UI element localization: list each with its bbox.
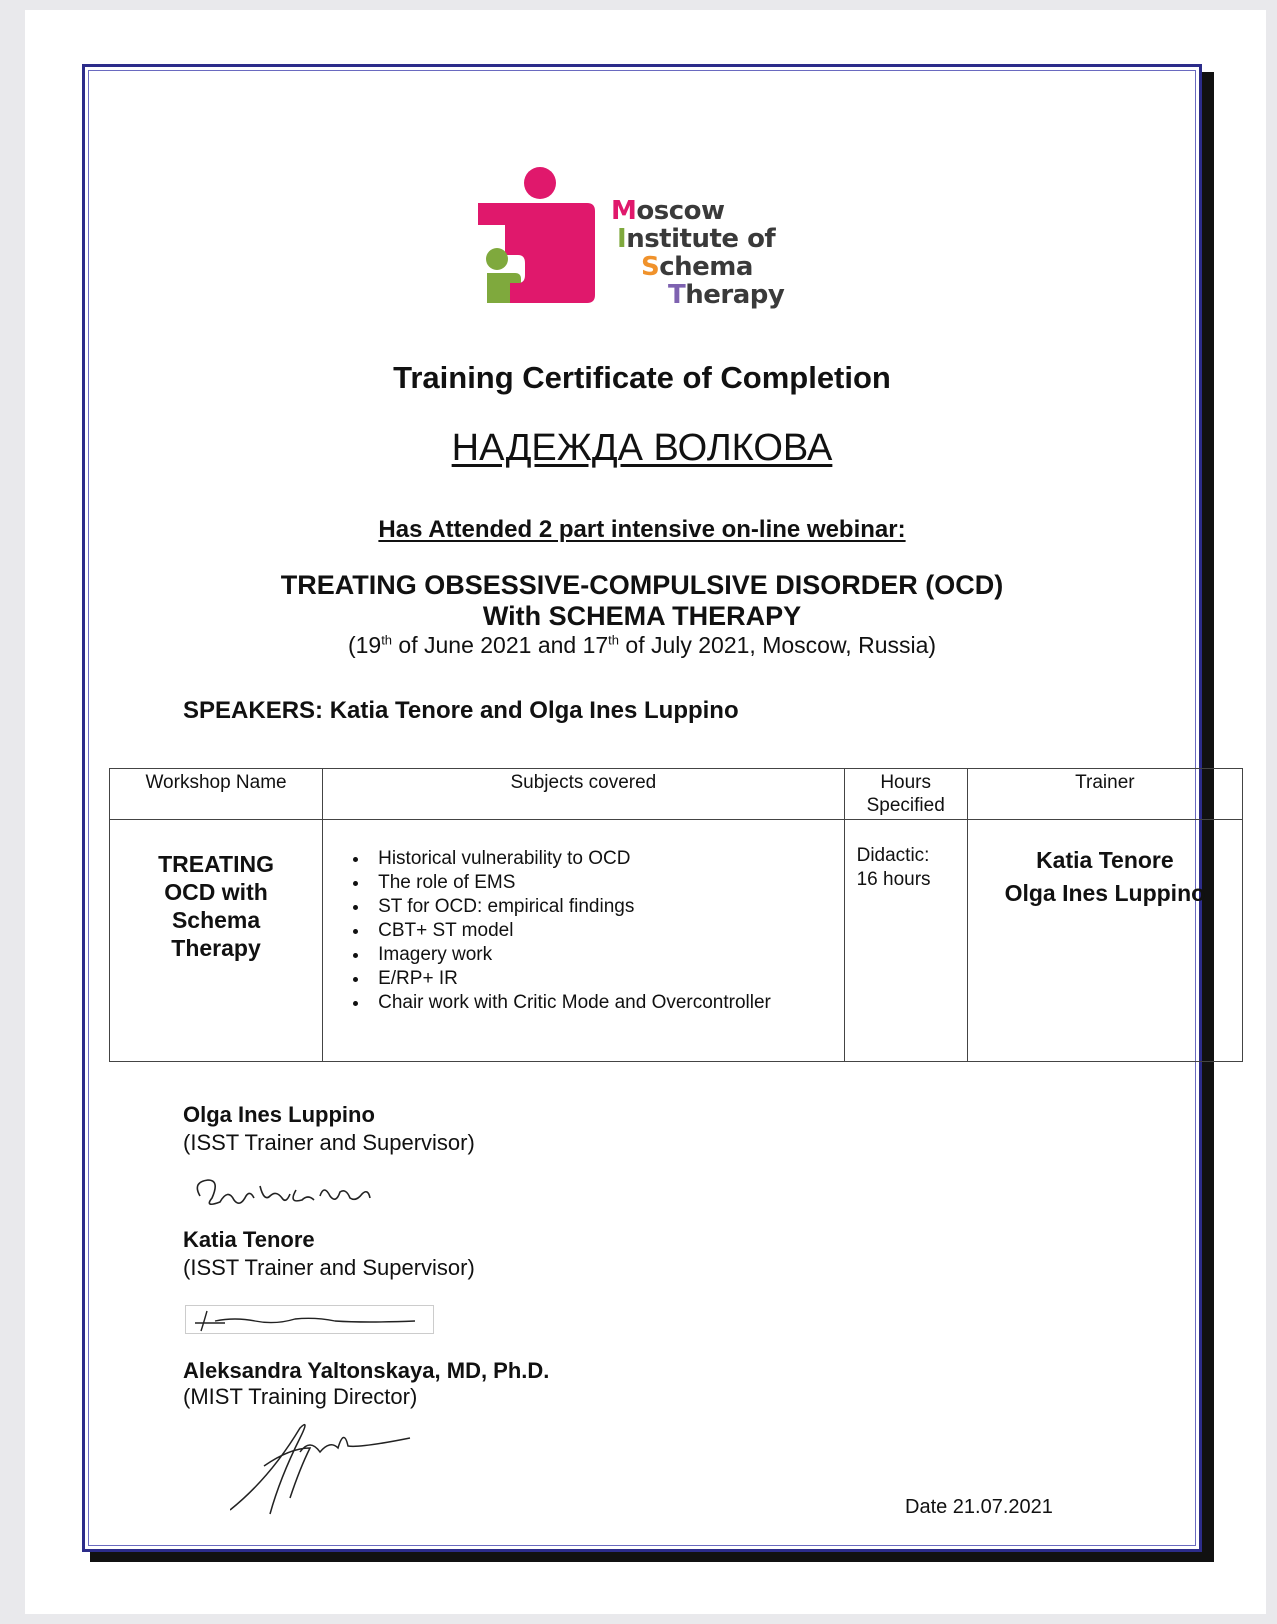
subjects-cell [323, 820, 845, 1062]
signature-luppino [190, 1168, 390, 1218]
list-item: • Historical vulnerability to OCD [370, 847, 843, 871]
signatory-1-role: (ISST Trainer and Supervisor) [183, 1130, 475, 1155]
recipient-name: НАДЕЖДА ВОЛКОВА [451, 427, 833, 469]
certificate-title: Training Certificate of Completion [393, 360, 891, 395]
signatory-1-name: Olga Ines Luppino [183, 1102, 375, 1127]
list-item: • ST for OCD: empirical findings [370, 895, 843, 919]
list-item: • Imagery work [370, 943, 843, 967]
attendance-statement: Has Attended 2 part intensive on-line webinar: [378, 516, 906, 543]
subjects-list [324, 847, 843, 1015]
course-title-line2: With SCHEMA THERAPY [482, 601, 802, 631]
trainer-cell: Katia Tenore Olga Ines Luppino [967, 820, 1242, 1062]
list-item: • Chair work with Critic Mode and Overcontroller [370, 991, 843, 1015]
hours-cell: Didactic: 16 hours [844, 820, 967, 1062]
logo-head-green [486, 248, 508, 270]
list-item: • The role of EMS [370, 871, 843, 895]
course-title-line1: TREATING OBSESSIVE-COMPULSIVE DISORDER (OCD) [280, 570, 1004, 600]
issue-date: Date 21.07.2021 [905, 1496, 1053, 1518]
header-workshop-name: Workshop Name [110, 769, 323, 820]
signatory-3-role: (MIST Training Director) [183, 1384, 418, 1409]
table-row [110, 820, 1243, 1062]
course-dates: (19th of June 2021 and 17th of July 2021, Moscow, Russia) [347, 632, 937, 658]
logo-head-pink [524, 167, 556, 199]
signatory-2-role: (ISST Trainer and Supervisor) [183, 1255, 475, 1280]
signature-yaltonskaya [230, 1418, 420, 1518]
signatory-2-name: Katia Tenore [183, 1227, 315, 1252]
speakers-line: SPEAKERS: Katia Tenore and Olga Ines Luppino [183, 697, 739, 724]
table-header-row [110, 769, 1243, 820]
header-hours: Hours Specified [844, 769, 967, 820]
header-subjects: Subjects covered [323, 769, 845, 820]
signatory-3-name: Aleksandra Yaltonskaya, MD, Ph.D. [183, 1358, 550, 1383]
list-item: • E/RP+ IR [370, 967, 843, 991]
header-trainer: Trainer [967, 769, 1242, 820]
workshop-name-cell: TREATING OCD with Schema Therapy [110, 820, 323, 1062]
signature-tenore [185, 1305, 435, 1335]
list-item: • CBT+ ST model [370, 919, 843, 943]
institute-name: Moscow Institute of Schema Therapy [611, 196, 785, 310]
workshop-table [109, 768, 1243, 1062]
